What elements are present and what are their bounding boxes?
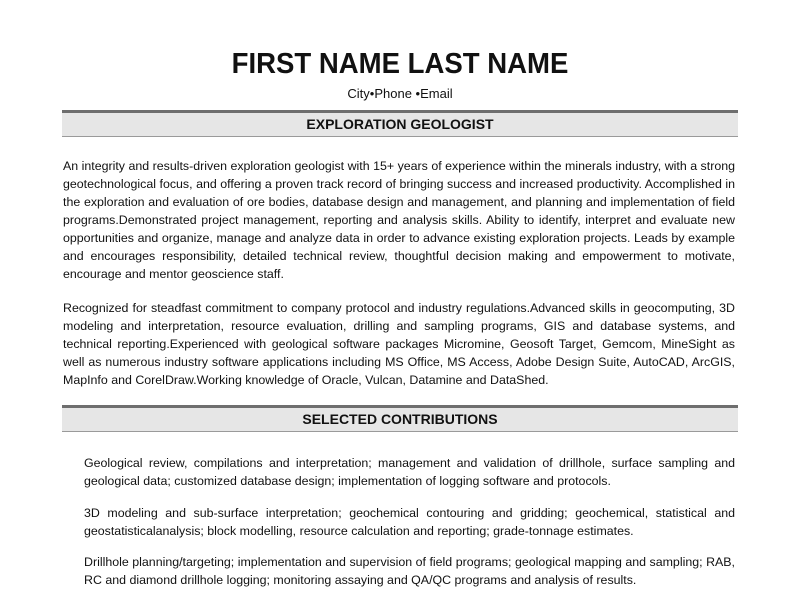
contact-phone: Phone bbox=[374, 86, 412, 101]
contribution-item: Drillhole planning/targeting; implementation and supervision of field programs; geological mapping and sampling; RAB, RC and diamond drillhole logging; monitoring assaying and QA/QC programs and analysis of results. bbox=[84, 555, 735, 587]
bullet-separator: • bbox=[369, 86, 375, 101]
profile-paragraph: An integrity and results-driven exploration geologist with 15+ years of experience within the minerals industry, with a strong geotechnological focus, and offering a proven track record of bringing success and increased productivity. Accomplished in the exploration and evaluation of ore bodies, database design and management, and planning and implementation of field programs.Demonstrated project management, reporting and analysis skills. Ability to identify, interpret and evaluate new opportunities and organize, manage and analyze data in order to advance existing exploration projects. Leads by example and encourages responsibility, detailed technical review, thoughtful decision making and empowerment to motivate, encourage and mentor geoscience staff. bbox=[63, 159, 735, 281]
contact-line bbox=[0, 86, 800, 101]
profile-paragraph: Recognized for steadfast commitment to company protocol and industry regulations.Advanced skills in geocomputing, 3D modeling and interpretation, resource evaluation, drilling and sampling programs, GIS and database systems, and technical reporting.Experienced with geological software packages Micromine, Geosoft Target, Gemcom, MineSight as well as numerous industry software applications including MS Office, MS Access, Adobe Design Suite, AutoCAD, ArcGIS, MapInfo and CorelDraw.Working knowledge of Oracle, Vulcan, Datamine and DataShed. bbox=[63, 301, 735, 387]
section-heading-contributions: SELECTED CONTRIBUTIONS bbox=[62, 405, 738, 432]
contact-city: City bbox=[347, 86, 370, 101]
section-heading-profile: EXPLORATION GEOLOGIST bbox=[62, 110, 738, 137]
contribution-item: 3D modeling and sub-surface interpretation; geochemical contouring and gridding; geochemical, statistical and geostatisticalanalysis; block modelling, resource calculation and reporting; grade-tonnage estimates. bbox=[84, 506, 735, 538]
contact-email: Email bbox=[420, 86, 453, 101]
candidate-name: FIRST NAME LAST NAME bbox=[231, 48, 569, 80]
bullet-separator: • bbox=[415, 86, 421, 101]
contribution-item: Geological review, compilations and interpretation; management and validation of drillhole, surface sampling and geological data; customized database design; implementation of logging software and protocols. bbox=[84, 456, 735, 488]
